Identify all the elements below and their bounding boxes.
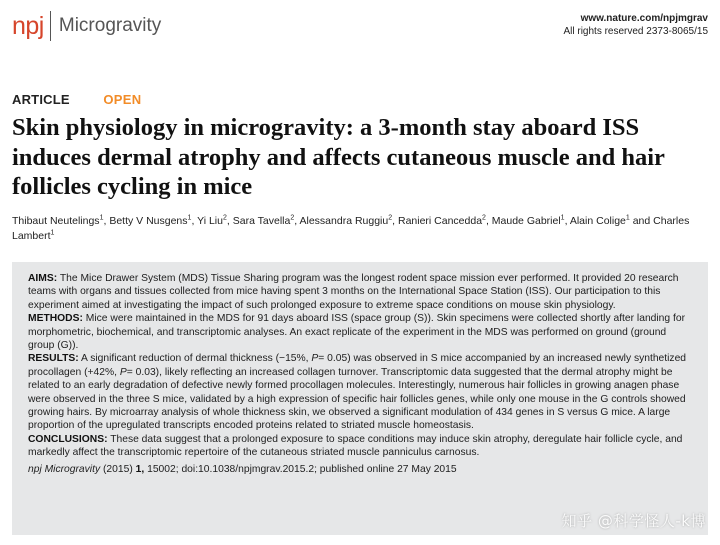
citation-journal: npj Microgravity xyxy=(28,463,101,475)
article-type-label: ARTICLE xyxy=(12,92,70,107)
author-affiliation: 2 xyxy=(222,214,227,222)
abstract-aims xyxy=(28,272,692,312)
author-name[interactable]: Thibaut Neutelings xyxy=(12,215,100,227)
author-name[interactable]: Sara Tavella xyxy=(232,215,291,227)
author-name[interactable]: Ranieri Cancedda xyxy=(397,215,483,227)
abstract-box xyxy=(12,262,708,535)
citation-year: (2015) xyxy=(102,463,133,475)
journal-url-link[interactable]: www.nature.com/npjmgrav xyxy=(580,13,708,24)
conclusions-text: These data suggest that a prolonged exposure to space conditions may induce skin atrophy, deregulate hair follicle cycle, and markedly affect the transcriptomic repertoire of the cutaneous striated muscle panniculus carnosus. xyxy=(28,433,683,459)
results-p-1: P xyxy=(311,353,319,365)
author-affiliation: 2 xyxy=(482,214,486,222)
author-name[interactable]: Charles Lambert xyxy=(12,215,690,242)
abstract-methods xyxy=(28,312,692,352)
author-affiliation: 1 xyxy=(50,229,55,237)
author-affiliation: 1 xyxy=(187,214,192,222)
author-list: Thibaut Neutelings$^1$, Betty V Nusgens$^1$, Yi Liu$^2$, Sara Tavella$^2$, Alessandra Ruggiu$^2$, Ranieri Cancedda$^2$, Maude Gabriel$^1$, Alain Colige$^1$ and Charles Lambert$^1$ xyxy=(12,214,690,242)
methods-text: Mice were maintained in the MDS for 91 days aboard ISS (space group (S)). Skin specimens were collected shortly after landing for morphometric, biochemical, and transcriptomic analyses. An exact replicate of the experiment in the MDS was performed on ground (ground group (G)). xyxy=(28,313,686,352)
author-affiliation: 2 xyxy=(388,214,393,222)
author-affiliation: 1 xyxy=(560,214,565,222)
results-p-2: P xyxy=(119,366,127,378)
author-name[interactable]: Maude Gabriel xyxy=(491,215,561,227)
results-text-1: A significant reduction of dermal thickness (−15%, xyxy=(81,353,309,365)
conclusions-label: CONCLUSIONS: xyxy=(28,433,108,445)
author-name[interactable]: Alain Colige xyxy=(569,215,626,227)
abstract-results xyxy=(28,352,692,432)
citation-volume: 1, xyxy=(135,463,145,475)
results-label: RESULTS: xyxy=(28,353,79,365)
citation-line xyxy=(28,463,692,476)
author-affiliation: 2 xyxy=(290,214,295,222)
aims-label: AIMS: xyxy=(28,273,58,284)
author-affiliation: 1 xyxy=(99,214,104,222)
article-title: Skin physiology in microgravity: a 3-month stay aboard ISS induces dermal atrophy and affects cutaneous muscle and hair follicles cycling in mice xyxy=(12,114,665,200)
citation-doi-link[interactable]: 15002; doi:10.1038/npjmgrav.2015.2; published online 27 May 2015 xyxy=(147,463,457,475)
author-name[interactable]: Yi Liu xyxy=(197,215,223,227)
aims-text: The Mice Drawer System (MDS) Tissue Sharing program was the longest rodent space mission ever performed. It provided 20 research teams with organs and tissues collected from mice having spent 3 months on the International Space Station (ISS). Our participation to this experiment aimed at investigating the impact of such prolonged exposure to extreme space conditions on mouse skin physiology. xyxy=(28,273,679,311)
methods-label: METHODS: xyxy=(28,313,83,325)
author-name[interactable]: Alessandra Ruggiu xyxy=(299,215,389,227)
author-conjunction: and xyxy=(632,215,651,227)
logo-divider xyxy=(50,11,51,41)
results-text-2: = 0.05) was observed in S mice accompanied by an increased newly synthetized procollagen (+42%, xyxy=(28,353,687,378)
journal-header xyxy=(12,8,708,48)
abstract-conclusions xyxy=(28,433,692,460)
logo-npj: npj xyxy=(12,12,44,40)
author-affiliation: 1 xyxy=(625,214,630,222)
journal-logo[interactable] xyxy=(12,8,161,44)
logo-journal-name: Microgravity xyxy=(58,15,162,36)
watermark: 知乎 @科学怪人-k博 xyxy=(561,512,706,530)
open-access-label: OPEN xyxy=(103,92,142,107)
rights-notice: All rights reserved 2373-8065/15 xyxy=(563,26,708,37)
article-type-row xyxy=(12,92,141,107)
author-name[interactable]: Betty V Nusgens xyxy=(109,215,188,227)
results-text-3: = 0.03), likely reflecting an increased collagen turnover. Transcriptomic data suggested that the dermal atrophy might be related to an early degradation of defective newly formed procollagen molecules. Interestingly, numerous hair follicles in growing anagen phase were observed in the three S mice, validated by a high expression of specific hair follicles genes, while only one mouse in the G controls showed growing hairs. By microarray analysis of whole thickness skin, we observed a significant modulation of 434 genes in S versus G mice. A large proportion of the upregulated transcripts encoded proteins related to striated muscle homeostasis. xyxy=(28,366,686,432)
header-info xyxy=(563,12,708,38)
